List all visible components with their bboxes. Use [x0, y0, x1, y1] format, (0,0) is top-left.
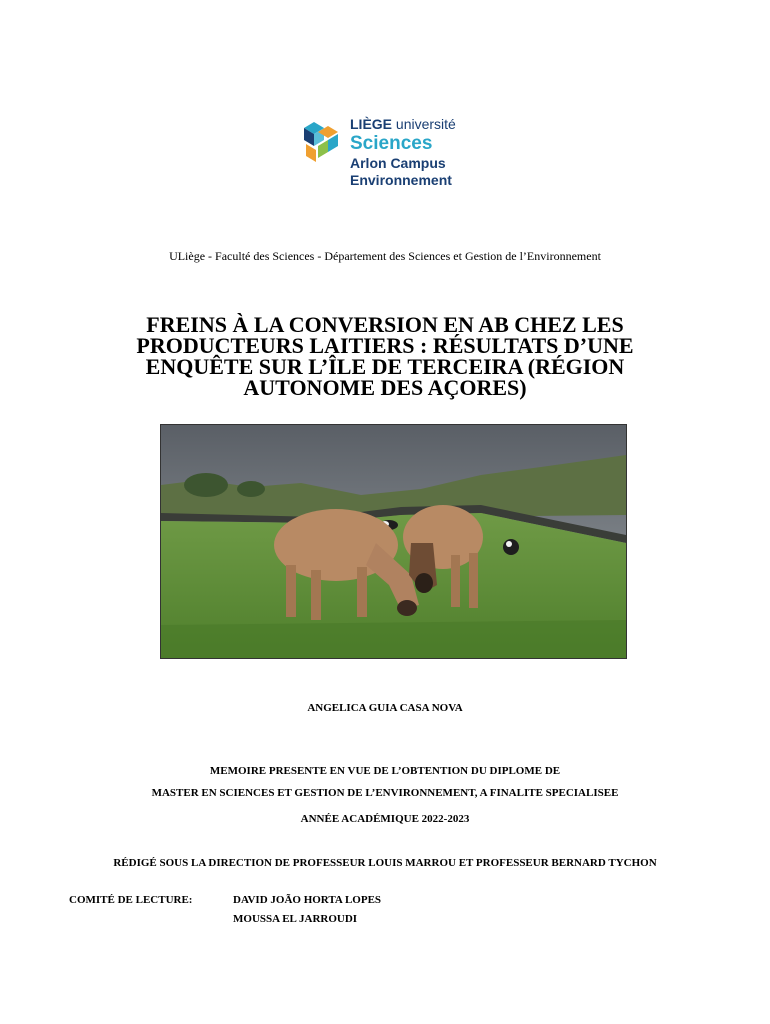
academic-year: ANNÉE ACADÉMIQUE 2022-2023: [300, 813, 470, 825]
memoire-line-2: MASTER EN SCIENCES ET GESTION DE L’ENVIRONNEMENT, A FINALITE SPECIALISEE: [151, 787, 619, 799]
author-name: ANGELICA GUIA CASA NOVA: [307, 702, 463, 714]
uliege-logo-text: [350, 116, 456, 189]
uliege-logo: [300, 116, 480, 192]
logo-line-2: Sciences: [350, 133, 433, 154]
thesis-title: [0, 314, 770, 398]
department-line: ULiège - Faculté des Sciences - Département des Sciences et Gestion de l’Environnement: [169, 249, 601, 263]
supervisors-line: RÉDIGÉ SOUS LA DIRECTION DE PROFESSEUR LOUIS MARROU ET PROFESSEUR BERNARD TYCHON: [113, 857, 657, 869]
title-line: AUTONOME DES AÇORES): [243, 375, 527, 400]
committee-label: COMITÉ DE LECTURE:: [69, 894, 193, 906]
logo-line-3: Arlon Campus: [350, 155, 446, 171]
committee-member: DAVID JOÃO HORTA LOPES: [233, 894, 382, 906]
logo-line-4: Environnement: [350, 172, 452, 188]
memoire-line-1: MEMOIRE PRESENTE EN VUE DE L’OBTENTION DU DIPLOME DE: [209, 765, 561, 777]
uliege-logo-mark: [300, 120, 344, 164]
cover-photo-cows: [160, 424, 627, 659]
title-line: FREINS À LA CONVERSION EN AB CHEZ LES: [146, 312, 624, 337]
title-line: ENQUÊTE SUR L’ÎLE DE TERCEIRA (RÉGION: [145, 354, 625, 379]
title-line: PRODUCTEURS LAITIERS : RÉSULTATS D’UNE: [136, 333, 634, 358]
logo-line-1: LIÈGE université: [350, 116, 456, 132]
committee-member: MOUSSA EL JARROUDI: [233, 913, 358, 925]
